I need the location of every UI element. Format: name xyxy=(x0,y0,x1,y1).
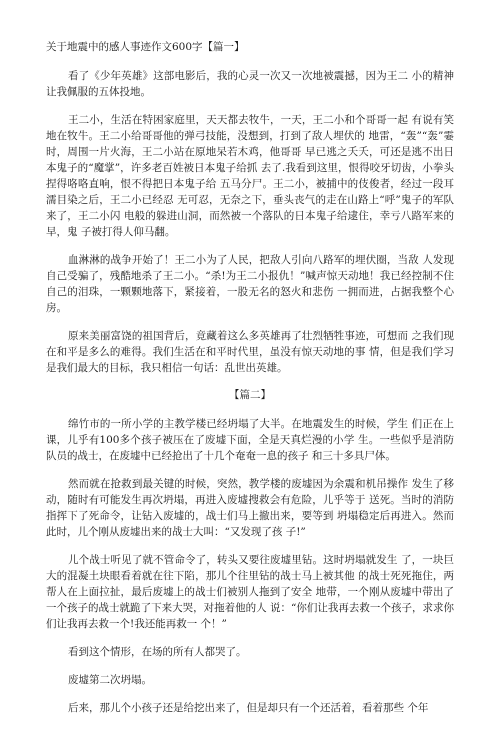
paragraph-4: 原来美丽富饶的祖国背后，竟藏着这么多英雄再了壮烈牺牲事迹，可想而 之我们现在和平是多么的难得。我们生活在和平时代里，虽没有惊天动地的事 情，但是我们学习是我们最大的目标，我只相信一句话：乱世出英雄。 xyxy=(46,330,454,374)
paragraph-10: 后来，那儿个小孩子还是给挖出来了，但是却只有一个还活着，看着那些 个年 xyxy=(68,702,429,714)
paragraph-6: 然而就在抢救到最关键的时候，突然，教学楼的废墟因为余震和机吊操作 发生了移动，随时有可能发生再次坍塌，再进入废墟搜救会有危险，儿乎等于 送死。当时的消防指挥下了死命令，让钻入废墟的，战士们马上撤出来，要等到 坍塌稳定后再进入。然而此时，儿个刚从废墟出来的战士大叫：“又发现了孩 子!” xyxy=(46,478,454,538)
paragraph-1: 看了《少年英雄》这部电影后，我的心灵一次又一次地被震撼，因为王二 小的精神让我佩服的五体投地。 xyxy=(46,70,454,98)
paragraph-2: 王二小，生活在特困家庭里，天天都去牧牛，一天，王二小和个哥哥一起 有说有笑地在牧牛。王二小给哥哥他的弹弓技能，没想到，打到了敌人埋伏的 地雷，“轰”“轰”霎时，周围一片火海，王二小站在原地呆若木鸡，他哥哥 早已逃之夭夭，可还是逃不出日本鬼子的“魔掌”，许多老百姓被日本鬼子给抓 去了.我看到这里，恨得咬牙切齿，小拳头捏得咯咯直响，恨不得把日本鬼子给 五马分尸。王二小，被捕中的伎俊者，经过一段耳濡目染之后，王二小已经忍 无可忍，无奈之下，垂头丧气的走在山路上“呼”鬼子的军队来了，王二小闪 电般的躲进山洞，而然被一个落队的日本鬼子给逮住，幸亏八路军来的早，鬼 子被打得人仰马翻。 xyxy=(46,114,454,238)
paragraph-8: 看到这个情形，在场的所有人都哭了。 xyxy=(68,646,247,658)
paragraph-5: 绵竹市的一所小学的主教学楼已经坍塌了大半。在地震发生的时候，学生 们正在上课，儿乎有100多个孩子被压在了废墟下面，全是天真烂漫的小学 生。一些似乎是消防队员的战士，在废墟中已经抢出了十几个奄奄一息的孩子 和三十多具尸体。 xyxy=(46,418,454,462)
paragraph-9: 废墟第二次坍塌。 xyxy=(68,674,153,686)
paragraph-7: 儿个战士听见了就不管命令了，转头又要往废墟里钻。这时坍塌就发生 了，一块巨大的混凝土块眼看着就在往下陷，那儿个往里钻的战士马上被其他 的战士死死拖住，两帮人在上面拉扯，最后废墟上的战士们被别人拖到了安全 地带，一个刚从废墟中带出了一个孩子的战士就跪了下来大哭，对拖着他的人 说：“你们让我再去救一个孩子，求求你们让我再去救一个!我还能再救一 个！” xyxy=(46,554,454,630)
section-heading-2: 【篇二】 xyxy=(229,389,271,401)
paragraph-3: 血淋淋的战争开始了！王二小为了人民，把敌人引向八路军的埋伏圈，当敌 人发现自己受骗了，残酷地杀了王二小。“杀!为王二小报仇！”喊声惊天动地！我已经控制不住自己的泪珠，一颗颗地落下，紧接着，一股无名的怒火和悲伤 一拥而进，占据我整个心房。 xyxy=(46,254,454,314)
document-title: 关于地震中的感人事迹作文600字【篇一】 xyxy=(46,41,245,53)
